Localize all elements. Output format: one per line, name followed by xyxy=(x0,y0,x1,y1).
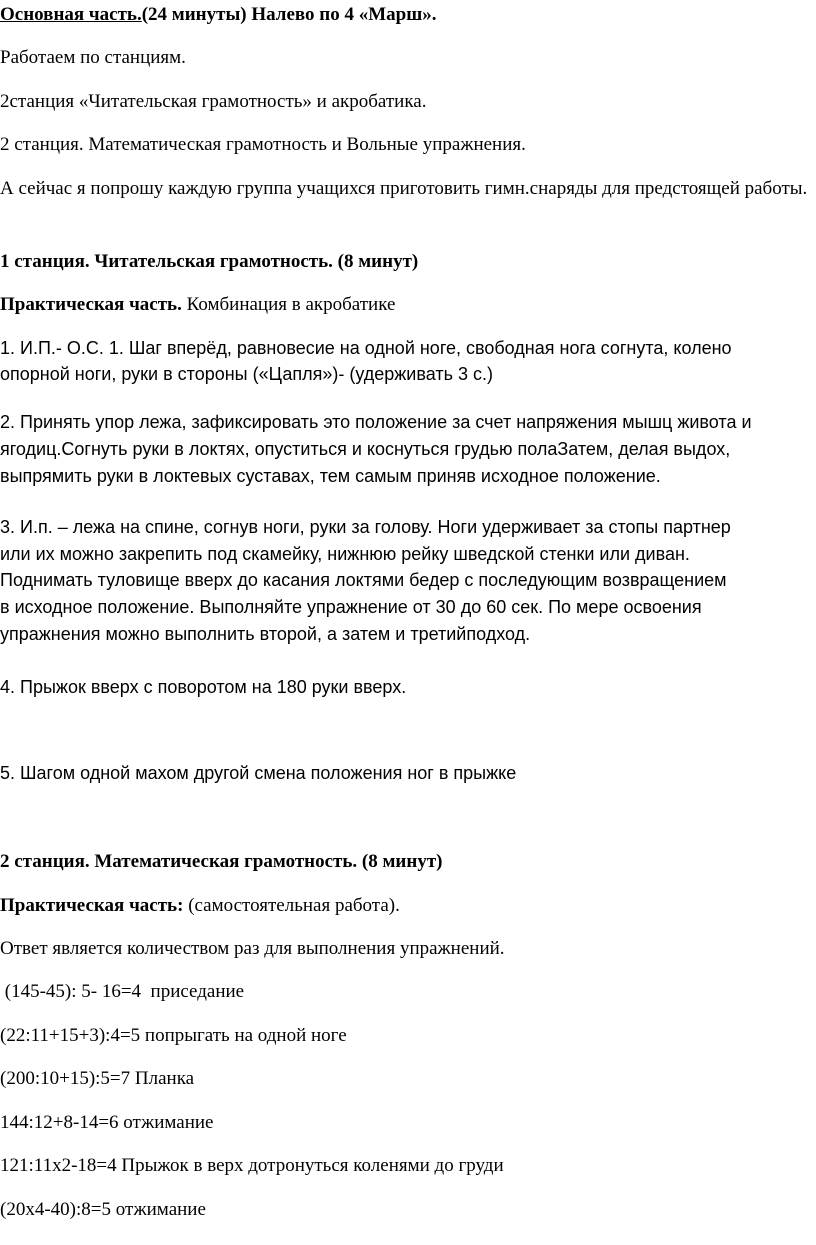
main-part-label: Основная часть. xyxy=(0,4,142,25)
math-task-4: 144:12+8-14=6 отжимание xyxy=(0,1112,214,1133)
exercise-1-line-1: 1. И.П.- О.С. 1. Шаг вперёд, равновесие на одной ноге, свободная нога согнута, колено xyxy=(0,338,732,358)
exercise-2-line-3: выпрямить руки в локтевых суставах, тем самым приняв исходное положение. xyxy=(0,466,661,486)
math-task-2: (22:11+15+3):4=5 попрыгать на одной ноге xyxy=(0,1025,347,1046)
exercise-2-line-1: 2. Принять упор лежа, зафиксировать это положение за счет напряжения мышц живота и xyxy=(0,412,752,432)
request-paragraph: А сейчас я попрошу каждую группа учащихся приготовить гимн.снаряды для предстоящей работы. xyxy=(0,178,808,199)
exercise-4-line-1: 4. Прыжок вверх с поворотом на 180 руки вверх. xyxy=(0,677,407,697)
exercise-1-line-2: опорной ноги, руки в стороны («Цапля»)- (удерживать 3 с.) xyxy=(0,364,493,384)
math-task-5: 121:11х2-18=4 Прыжок в верх дотронуться коленями до груди xyxy=(0,1155,504,1176)
exercise-3-line-1: 3. И.п. – лежа на спине, согнув ноги, руки за голову. Ноги удерживает за стопы партнер xyxy=(0,517,731,537)
station2-practical-text: (самостоятельная работа). xyxy=(183,895,400,916)
station2-math-text: 2 станция. Математическая грамотность и Вольные упражнения. xyxy=(0,134,526,155)
math-task-1: (145-45): 5- 16=4 приседание xyxy=(0,981,245,1002)
station2-practical-line xyxy=(0,895,400,917)
exercise-3-line-2: или их можно закрепить под скамейку, нижнюю рейку шведской стенки или диван. xyxy=(0,544,690,564)
station1-practical-line xyxy=(0,294,395,316)
exercise-3-line-4: в исходное положение. Выполняйте упражнение от 30 до 60 сек. По мере освоения xyxy=(0,597,702,617)
stations-work-text: Работаем по станциям. xyxy=(0,47,186,68)
exercise-3-line-3: Поднимать туловище вверх до касания локтями бедер с последующим возвращением xyxy=(0,570,727,590)
station2-heading: 2 станция. Математическая грамотность. (8 минут) xyxy=(0,851,443,872)
math-task-3: (200:10+15):5=7 Планка xyxy=(0,1068,195,1089)
station2-practical-label: Практическая часть: xyxy=(0,895,184,916)
main-part-rest: (24 минуты) Налево по 4 «Марш». xyxy=(141,4,437,25)
exercise-5-line-1: 5. Шагом одной махом другой смена положения ног в прыжке xyxy=(0,763,517,783)
station1-heading: 1 станция. Читательская грамотность. (8 минут) xyxy=(0,251,419,272)
answer-note: Ответ является количеством раз для выполнения упражнений. xyxy=(0,938,505,959)
math-task-6: (20х4-40):8=5 отжимание xyxy=(0,1199,206,1220)
station1-practical-text: Комбинация в акробатике xyxy=(181,294,396,315)
exercise-2-line-2: ягодиц.Согнуть руки в локтях, опуститься и коснуться грудью полаЗатем, делая выдох, xyxy=(0,439,731,459)
station1-practical-label: Практическая часть. xyxy=(0,294,182,315)
station2-reading-text: 2станция «Читательская грамотность» и акробатика. xyxy=(0,91,427,112)
exercise-3-line-5: упражнения можно выполнить второй, а затем и третийподход. xyxy=(0,624,531,644)
main-part-line xyxy=(0,4,437,26)
